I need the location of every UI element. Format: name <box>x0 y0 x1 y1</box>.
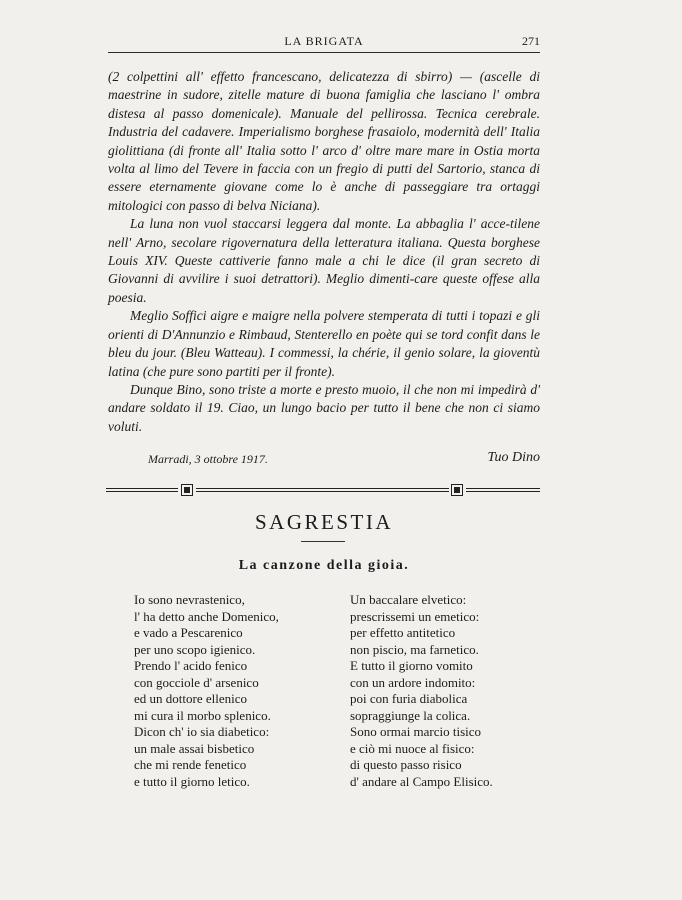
verse-line: mi cura il morbo splenico. <box>134 707 271 723</box>
letter-body <box>108 68 540 436</box>
divider-line-left-lower <box>106 491 178 492</box>
verse-line: con un ardore indomito: <box>350 674 476 690</box>
header-rule <box>108 52 540 53</box>
verse-line: ed un dottore ellenico <box>134 691 247 706</box>
signature: Tuo Dino <box>487 450 540 465</box>
verse-line: Io sono nevrastenico, <box>134 592 245 607</box>
verse-line: e ciò mi nuoce al fisico: <box>350 740 475 756</box>
verse-line: un male assai bisbetico <box>134 740 255 756</box>
verse-line: Prendo l' acido fenico <box>134 658 248 673</box>
letter-signoff <box>108 452 540 472</box>
section-divider-ornament <box>106 482 540 498</box>
verse-line: per uno scopo igienico. <box>134 641 256 657</box>
poem-stanza-left <box>134 592 279 790</box>
letter-paragraph-3: Meglio Soffici aigre e maigre nella polvere stemperata di tutti i topazi e gli orienti di D'Annunzio e Rimbaud, Stenterello en poète qui se tord confit dans le bleu du jour. (Bleu Watteau). I commessi, la chérie, il genio solare, la gioventù latina (che pure sono partiti per il fronte). <box>108 308 540 379</box>
verse-line: non piscio, ma farnetico. <box>350 641 479 657</box>
divider-square-ornament-left <box>181 484 193 496</box>
divider-line-right-lower <box>466 491 540 492</box>
verse-line: e tutto il giorno letico. <box>134 773 250 789</box>
verse-line: con gocciole d' arsenico <box>134 674 259 690</box>
verse-line: l' ha detto anche Domenico, <box>134 608 279 624</box>
verse-line: poi con furia diabolica <box>350 691 468 706</box>
poem-stanza-right <box>350 592 493 790</box>
verse-line: Un baccalare elvetico: <box>350 592 467 607</box>
divider-line-center-upper <box>196 488 449 489</box>
verse-line: E tutto il giorno vomito <box>350 658 473 673</box>
page-number: 271 <box>522 34 540 48</box>
verse-line: che mi rende fenetico <box>134 757 247 772</box>
running-title: LA BRIGATA <box>284 34 364 48</box>
divider-line-left-upper <box>106 488 178 489</box>
verse-line: Sono ormai marcio tisico <box>350 724 482 739</box>
section-title: SAGRESTIA <box>254 510 393 534</box>
divider-square-ornament-right <box>451 484 463 496</box>
verse-line: prescrissemi un emetico: <box>350 608 480 624</box>
verse-line: e vado a Pescarenico <box>134 625 243 640</box>
verse-line: di questo passo risico <box>350 757 462 772</box>
verse-line: sopraggiunge la colica. <box>350 707 471 723</box>
verse-line: Dicon ch' io sia diabetico: <box>134 724 270 739</box>
letter-paragraph-1: (2 colpettini all' effetto francescano, delicatezza di sbirro) — (ascelle di maestrine in sudore, zitelle mature di buona famiglia che lasciano l' ombra distesa al passo domenicale). Manuale del pellirossa. Tecnica cerebrale. Industria del cadavere. Imperialismo borghese frasaiolo, modernità dell' Italia giolittiana (di fronte all' Italia sotto l' arco d' oltre mare mare in Ostia morta volta al limo del Tevere in faccia con un fregio di putti del Sartorio, stanca di essere eternamente giovane come lo è anche di passeggiare tra ortaggi mitologici con passo di belva Niciana). <box>108 69 540 213</box>
title-underline <box>301 541 345 542</box>
letter-paragraph-4: Dunque Bino, sono triste a morte e presto muoio, il che non mi impedirà d' andare soldato il 19. Ciao, un lungo bacio per tutto il bene che non ci siamo voluti. <box>108 381 540 434</box>
poem-title: La canzone della gioia. <box>238 558 410 573</box>
letter-paragraph-2: La luna non vuol staccarsi leggera dal monte. La abbaglia l' acce-tilene nell' Arno, secolare rigovernatura della letteratura italiana. Questa borghese Louis XIV. Queste cattiverie fanno male a chi le dice (il gran secreto di Giovanni di avvilire i suoi detrattori). Meglio dimenti-care queste offese alla poesia. <box>108 216 540 305</box>
place-date: Marradi, 3 ottobre 1917. <box>148 452 268 466</box>
verse-line: per effetto antitetico <box>350 625 456 640</box>
verse-line: d' andare al Campo Elisico. <box>350 773 493 789</box>
divider-line-right-upper <box>466 488 540 489</box>
page-header <box>108 33 540 53</box>
divider-line-center-lower <box>196 491 449 492</box>
